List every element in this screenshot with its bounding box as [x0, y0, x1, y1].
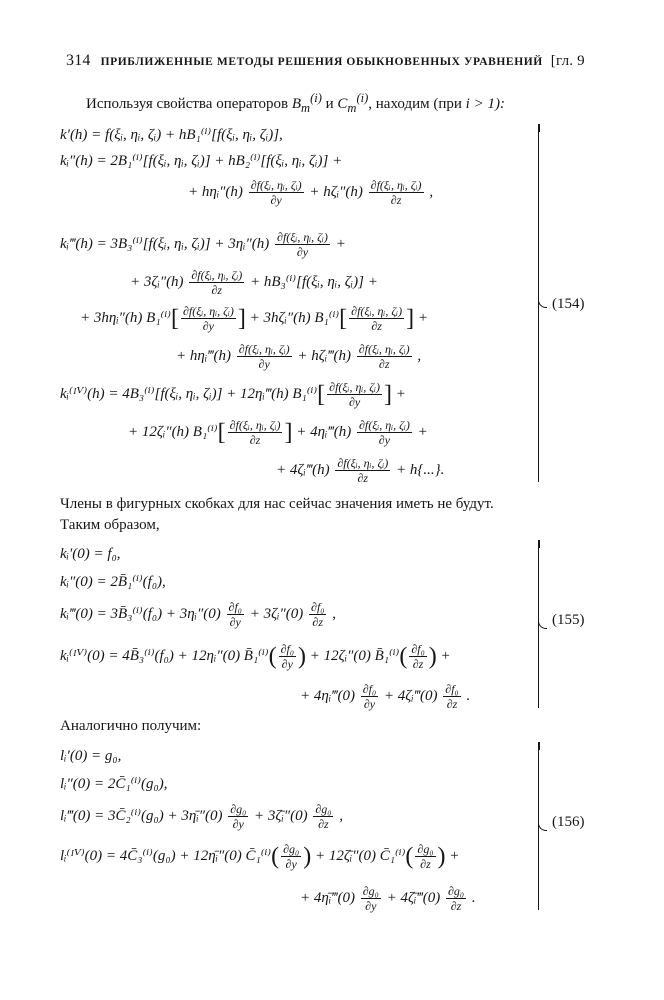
- eq155-line-5-term-1: + 4ηᵢ‴(0): [300, 687, 355, 704]
- eq155-line-4-term-2: + 12ζᵢ″(0) B̄₁⁽ⁱ⁾: [309, 647, 400, 664]
- eq154-line-9-term-1: + 12ζᵢ″(h) B₁⁽ⁱ⁾: [128, 423, 218, 440]
- fraction-denominator: ∂z: [318, 817, 329, 831]
- eq154-line-9-term-2: + 4ηᵢ‴(h): [296, 423, 352, 440]
- fraction-denominator: ∂y: [363, 697, 376, 711]
- eq155-line-2: kᵢ″(0) = 2B̄₁⁽ⁱ⁾(f₀),: [60, 574, 166, 590]
- eq154-line-7-term-1: + hηᵢ‴(h): [176, 347, 231, 364]
- fraction-denominator: ∂z: [446, 697, 458, 711]
- eq154-line-1: k′(h) = f(ξᵢ, ηᵢ, ζᵢ) + hB₁⁽ⁱ⁾[f(ξᵢ, ηᵢ, ζᵢ)],: [60, 127, 283, 143]
- eq154-line-7: [176, 342, 421, 371]
- fraction-denominator: ∂y: [378, 433, 391, 447]
- eq154-line-8-plus: +: [395, 385, 406, 402]
- eq156-line-3-term-2: + 3ζ̄ᵢ″(0): [254, 807, 308, 824]
- eq155-line-3: [60, 600, 336, 629]
- eq154-brace: [528, 124, 539, 482]
- partial-fraction: [181, 304, 236, 333]
- eq154-line-6-plus: +: [417, 309, 428, 326]
- fraction-numerator: ∂f(ξᵢ, ηᵢ, ζᵢ): [277, 230, 328, 244]
- fraction-denominator: ∂y: [232, 817, 244, 831]
- partial-fraction: [357, 418, 412, 447]
- partial-fraction: [361, 682, 378, 711]
- partial-fraction: [361, 884, 381, 913]
- fraction-denominator: ∂z: [249, 433, 261, 447]
- fraction-denominator: ∂z: [371, 319, 382, 333]
- eq155-line-3-comma: ,: [332, 605, 336, 622]
- intro-text-start: Используя свойства операторов: [86, 96, 292, 112]
- fraction-numerator: ∂f(ξᵢ, ηᵢ, ζᵢ): [238, 342, 290, 356]
- fraction-denominator: ∂y: [202, 319, 215, 333]
- fraction-numerator: ∂f(ξᵢ, ηᵢ, ζᵢ): [182, 304, 234, 318]
- intro-condition: i > 1):: [465, 96, 505, 112]
- eq156-line-5-period: .: [471, 889, 476, 906]
- fraction-numerator: ∂f(ξᵢ, ηᵢ, ζᵢ): [370, 178, 422, 192]
- fraction-denominator: ∂z: [412, 657, 424, 671]
- partial-fraction: [228, 418, 283, 447]
- fraction-numerator: ∂f(ξᵢ, ηᵢ, ζᵢ): [358, 342, 410, 356]
- partial-fraction: [443, 682, 460, 711]
- eq154-line-10-term-1: + 4ζᵢ‴(h): [276, 461, 330, 478]
- partial-fraction: [409, 642, 426, 671]
- intro-text-and: и: [321, 96, 338, 112]
- eq155-line-4: kᵢ⁽ᴵⱽ⁾(0) = 4B̄₃⁽ⁱ⁾(f₀) + 12ηᵢ″(0) B̄₁⁽ⁱ⁾( $\frac{\text{∂f₀}}{\partial y}$ ) + 12ζᵢ″(0) B̄₁⁽ⁱ⁾( $\frac{\text{∂f₀}}{\partial z}$ ) +: [60, 642, 451, 671]
- fraction-numerator: ∂g₀: [315, 802, 332, 816]
- partial-fraction: [279, 642, 296, 671]
- fraction-numerator: ∂g₀: [230, 802, 247, 816]
- thus-text: Таким образом,: [60, 517, 160, 533]
- partial-fraction: [335, 456, 390, 485]
- partial-fraction: [275, 230, 330, 259]
- eq155-label: (155): [552, 612, 585, 628]
- eq154-line-3-term-1: + hηᵢ″(h): [188, 183, 243, 200]
- partial-fraction: [446, 884, 466, 913]
- fraction-denominator: ∂y: [281, 657, 293, 671]
- fraction-numerator: ∂f(ξᵢ, ηᵢ, ζᵢ): [358, 418, 410, 432]
- fraction-numerator: ∂f(ξᵢ, ηᵢ, ζᵢ): [191, 268, 243, 282]
- intro-text-end: , находим (при: [368, 96, 466, 112]
- fraction-numerator: ∂f₀: [228, 600, 242, 614]
- eq156-line-5-term-2: + 4ζ̄ᵢ‴(0): [386, 889, 441, 906]
- fraction-numerator: ∂f(ξᵢ, ηᵢ, ζᵢ): [229, 418, 281, 432]
- eq155-line-4-term-1: kᵢ⁽ᴵⱽ⁾(0) = 4B̄₃⁽ⁱ⁾(f₀) + 12ηᵢ″(0) B̄₁⁽ⁱ⁾: [60, 647, 269, 664]
- eq156-brace: [528, 742, 539, 910]
- eq154-line-7-term-2: + hζᵢ‴(h): [297, 347, 351, 364]
- partial-fraction: [228, 802, 248, 831]
- running-header: [66, 52, 600, 70]
- eq156-line-3-comma: ,: [339, 807, 343, 824]
- eq154-line-5-term-1: + 3ζᵢ″(h): [130, 273, 184, 290]
- fraction-numerator: ∂g₀: [447, 884, 465, 898]
- fraction-denominator: ∂y: [365, 899, 377, 913]
- eq155-line-5-term-2: + 4ζᵢ‴(0): [383, 687, 438, 704]
- eq154-line-2: kᵢ″(h) = 2B₁⁽ⁱ⁾[f(ξᵢ, ηᵢ, ζᵢ)] + hB₂⁽ⁱ⁾[f(ξᵢ, ηᵢ, ζᵢ)] +: [60, 153, 343, 169]
- partial-fraction: [415, 842, 435, 871]
- eq155-line-4-plus: +: [440, 647, 451, 664]
- partial-fraction: [349, 304, 404, 333]
- eq154-line-5-term-2: + hB₃⁽ⁱ⁾[f(ξᵢ, ηᵢ, ζᵢ)] +: [249, 273, 378, 290]
- fraction-numerator: ∂f₀: [445, 682, 459, 696]
- eq154-line-9-plus: +: [417, 423, 428, 440]
- partial-fraction: [227, 600, 244, 629]
- eq154-line-3: [188, 178, 433, 207]
- eq156-line-4-term-2: + 12ζ̄ᵢ″(0) C̄₁⁽ⁱ⁾: [314, 847, 406, 864]
- partial-fraction: [189, 268, 244, 297]
- eq154-line-4-plus: +: [335, 235, 346, 252]
- eq154-line-4: [60, 230, 346, 259]
- fraction-denominator: ∂y: [229, 615, 241, 629]
- fraction-denominator: ∂z: [211, 283, 223, 297]
- eq154-line-8-term-1: kᵢ⁽ᴵⱽ⁾(h) = 4B₃⁽ⁱ⁾[f(ξᵢ, ηᵢ, ζᵢ)] + 12ηᵢ‴(h) B₁⁽ⁱ⁾: [60, 385, 318, 402]
- eq156-line-5: [300, 884, 476, 913]
- running-title: ПРИБЛИЖЕННЫЕ МЕТОДЫ РЕШЕНИЯ ОБЫКНОВЕННЫХ УРАВНЕНИЙ: [100, 56, 543, 68]
- eq154-line-6-term-2: + 3hζᵢ″(h) B₁⁽ⁱ⁾: [249, 309, 340, 326]
- eq154-line-10: [276, 456, 444, 485]
- fraction-numerator: ∂f₀: [411, 642, 425, 656]
- eq154-line-8: kᵢ⁽ᴵⱽ⁾(h) = 4B₃⁽ⁱ⁾[f(ξᵢ, ηᵢ, ζᵢ)] + 12ηᵢ‴(h) B₁⁽ⁱ⁾[ $\frac{\text{∂f(ξᵢ, ηᵢ, ζᵢ)}}{\partial y}$ ] +: [60, 380, 406, 409]
- partial-fraction: [249, 178, 304, 207]
- eq154-line-4-term-1: kᵢ‴(h) = 3B₃⁽ⁱ⁾[f(ξᵢ, ηᵢ, ζᵢ)] + 3ηᵢ″(h): [60, 235, 270, 252]
- eq156-line-3-term-1: lᵢ‴(0) = 3C̄₂⁽ⁱ⁾(g₀) + 3η̄ᵢ″(0): [60, 807, 223, 824]
- eq154-line-3-comma: ,: [429, 183, 434, 200]
- fraction-denominator: ∂y: [285, 857, 297, 871]
- eq155-line-5: [300, 682, 470, 711]
- eq155-brace: [528, 540, 539, 708]
- eq156-line-4-plus: +: [449, 847, 460, 864]
- fraction-denominator: ∂z: [420, 857, 431, 871]
- eq154-line-5: [130, 268, 378, 297]
- fraction-numerator: ∂g₀: [283, 842, 300, 856]
- eq154-label: (154): [552, 296, 585, 312]
- partial-fraction: [237, 342, 292, 371]
- fraction-numerator: ∂f₀: [362, 682, 377, 696]
- eq155-line-3-term-2: + 3ζᵢ″(0): [249, 605, 304, 622]
- similarly-text: Аналогично получим:: [60, 718, 202, 734]
- eq156-line-5-term-1: + 4η̄ᵢ‴(0): [300, 889, 355, 906]
- fraction-numerator: ∂f(ξᵢ, ηᵢ, ζᵢ): [351, 304, 403, 318]
- eq154-line-7-comma: ,: [417, 347, 422, 364]
- fraction-numerator: ∂f₀: [280, 642, 295, 656]
- fraction-numerator: ∂f₀: [311, 600, 325, 614]
- fraction-numerator: ∂f(ξᵢ, ηᵢ, ζᵢ): [329, 380, 381, 394]
- eq156-line-3: [60, 802, 343, 831]
- eq155-line-1: kᵢ′(0) = f₀,: [60, 546, 121, 562]
- eq156-line-1: lᵢ′(0) = g₀,: [60, 748, 122, 764]
- fraction-numerator: ∂f(ξᵢ, ηᵢ, ζᵢ): [337, 456, 389, 470]
- partial-fraction: [369, 178, 424, 207]
- eq156-line-2: lᵢ″(0) = 2C̄₁⁽ⁱ⁾(g₀),: [60, 776, 168, 792]
- eq154-line-10-term-2: + h{...}.: [396, 461, 445, 478]
- eq155-line-5-period: .: [466, 687, 471, 704]
- fraction-numerator: ∂f(ξᵢ, ηᵢ, ζᵢ): [250, 178, 302, 192]
- chapter-marker: [гл. 9: [550, 53, 585, 69]
- eq156-line-4: lᵢ⁽ᴵⱽ⁾(0) = 4C̄₃⁽ⁱ⁾(g₀) + 12η̄ᵢ″(0) C̄₁⁽ⁱ⁾( $\frac{\text{∂g₀}}{\partial y}$ ) + 12ζ̄ᵢ″(0) C̄₁⁽ⁱ⁾( $\frac{\text{∂g₀}}{\partial z}$ ) +: [60, 842, 460, 871]
- partial-fraction: [281, 842, 301, 871]
- partial-fraction: [309, 600, 326, 629]
- fraction-denominator: ∂z: [312, 615, 324, 629]
- braces-note: Члены в фигурных скобках для нас сейчас значения иметь не будут.: [60, 496, 494, 512]
- eq154-line-9: + 12ζᵢ″(h) B₁⁽ⁱ⁾[ $\frac{\text{∂f(ξᵢ, ηᵢ, ζᵢ)}}{\partial z}$ ] + 4ηᵢ‴(h) $\frac{\text{∂f(ξᵢ, ηᵢ, ζᵢ)}}{\partial y}$ +: [128, 418, 428, 447]
- fraction-numerator: ∂g₀: [417, 842, 434, 856]
- page-number: 314: [66, 52, 91, 69]
- fraction-denominator: ∂z: [357, 471, 369, 485]
- partial-fraction: [327, 380, 382, 409]
- fraction-denominator: ∂z: [378, 357, 390, 371]
- fraction-numerator: ∂g₀: [362, 884, 379, 898]
- eq155-line-3-term-1: kᵢ‴(0) = 3B̄₃⁽ⁱ⁾(f₀) + 3ηᵢ″(0): [60, 605, 221, 622]
- eq154-line-6-term-1: + 3hηᵢ″(h) B₁⁽ⁱ⁾: [80, 309, 171, 326]
- partial-fraction: [357, 342, 412, 371]
- fraction-denominator: ∂y: [296, 245, 309, 259]
- eq154-line-6: + 3hηᵢ″(h) B₁⁽ⁱ⁾[ $\frac{\text{∂f(ξᵢ, ηᵢ, ζᵢ)}}{\partial y}$ ] + 3hζᵢ″(h) B₁⁽ⁱ⁾[ $\frac{\text{∂f(ξᵢ, ηᵢ, ζᵢ)}}{\partial z}$ ] +: [80, 304, 428, 333]
- fraction-denominator: ∂z: [390, 193, 402, 207]
- eq156-label: (156): [552, 814, 585, 830]
- eq156-line-4-term-1: lᵢ⁽ᴵⱽ⁾(0) = 4C̄₃⁽ⁱ⁾(g₀) + 12η̄ᵢ″(0) C̄₁⁽ⁱ⁾: [60, 847, 272, 864]
- fraction-denominator: ∂z: [450, 899, 462, 913]
- eq154-line-3-term-2: + hζᵢ″(h): [309, 183, 363, 200]
- fraction-denominator: ∂y: [258, 357, 270, 371]
- partial-fraction: [313, 802, 333, 831]
- fraction-denominator: ∂y: [270, 193, 282, 207]
- intro-paragraph: Используя свойства операторов $B_m^{(i)}$ и $C_m^{(i)}$, находим (при i > 1):: [86, 91, 505, 115]
- fraction-denominator: ∂y: [348, 395, 361, 409]
